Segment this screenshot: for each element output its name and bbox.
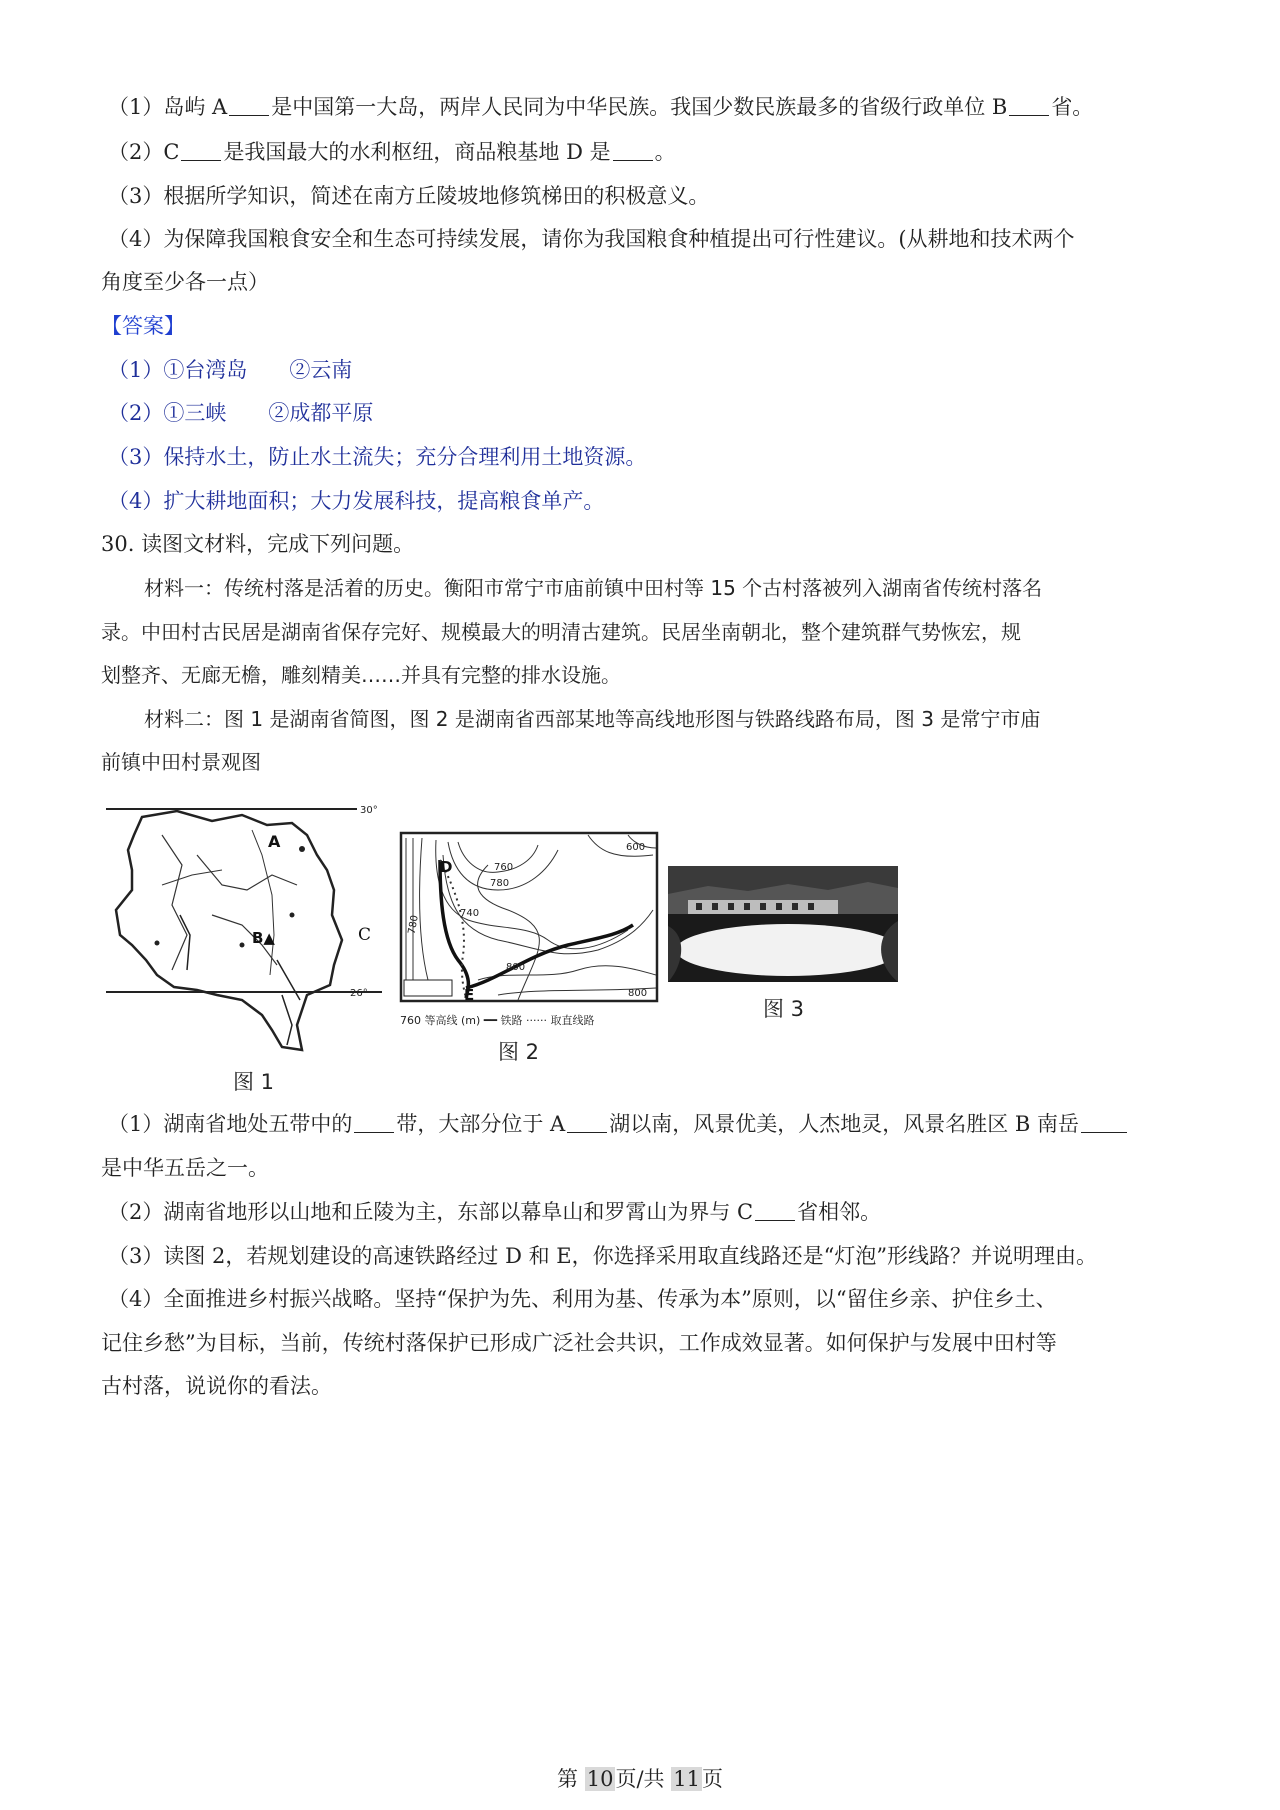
material-1-cont2: 划整齐、无廊无檐，雕刻精美……并具有完整的排水设施。 — [101, 663, 621, 687]
contour-600-label: 600 — [626, 842, 646, 853]
map-label-a: A — [268, 832, 281, 851]
answer-blank[interactable] — [567, 1112, 607, 1133]
contour-800-label: 800 — [506, 962, 526, 973]
answer-blank[interactable] — [229, 95, 269, 116]
figure-2-legend: 760 等高线 (m) ━━ 铁路 ······ 取直线路 — [400, 1014, 595, 1027]
map-label-b: B▲ — [252, 929, 275, 947]
contour-label-e: E — [464, 986, 475, 1004]
material-2-cont: 前镇中田村景观图 — [101, 750, 261, 774]
material-1-cont: 录。中田村古民居是湖南省保存完好、规模最大的明清古建筑。民居坐南朝北，整个建筑群气势恢宏，规 — [101, 620, 1021, 644]
q30-part1-cont: 是中华五岳之一。 — [101, 1156, 269, 1180]
total-pages-number: 11 — [673, 1767, 700, 1791]
figure-2-caption: 图 2 — [498, 1040, 540, 1064]
latitude-30-label: 30° — [360, 805, 378, 816]
q29-part1: （1）岛屿 A 是中国第一大岛，两岸人民同为中华民族。我国少数民族最多的省级行政单位 B 省。 — [108, 95, 1094, 119]
page-footer: 第 10页/共 11页 — [557, 1767, 723, 1791]
answer-1: （1）①台湾岛 ②云南 — [108, 358, 353, 382]
figure-2-contour-map — [398, 830, 662, 1030]
figure-3-village-photo — [668, 866, 898, 982]
contour-label-d: D — [440, 858, 453, 876]
answer-label: 【答案】 — [101, 314, 185, 338]
answer-4: （4）扩大耕地面积；大力发展科技，提高粮食单产。 — [108, 489, 605, 513]
q30-part4-cont: 记住乡愁”为目标，当前，传统村落保护已形成广泛社会共识，工作成效显著。如何保护与发展中田村等 — [101, 1331, 1057, 1355]
answer-blank[interactable] — [1081, 1112, 1127, 1133]
q29-part4: （4）为保障我国粮食安全和生态可持续发展，请你为我国粮食种植提出可行性建议。(从耕地和技术两个 — [108, 227, 1075, 251]
answer-blank[interactable] — [1009, 95, 1049, 116]
figure-1-caption: 图 1 — [233, 1070, 275, 1094]
q29-part4-cont: 角度至少各一点） — [101, 270, 269, 294]
contour-780-label: 780 — [490, 878, 510, 889]
answer-3: （3）保持水土，防止水土流失；充分合理利用土地资源。 — [108, 445, 647, 469]
q29-part2: （2）C 是我国最大的水利枢纽，商品粮基地 D 是 。 — [108, 140, 676, 164]
latitude-26-label: 26° — [350, 988, 368, 999]
q30-part4: （4）全面推进乡村振兴战略。坚持“保护为先、利用为基、传承为本”原则，以“留住乡亲、护住乡土、 — [108, 1287, 1057, 1311]
contour-780-left-label: 780 — [406, 914, 421, 936]
answer-blank[interactable] — [755, 1200, 795, 1221]
contour-760-label: 760 — [494, 862, 514, 873]
q30-title: 30. 读图文材料，完成下列问题。 — [101, 532, 415, 556]
q30-part4-cont2: 古村落，说说你的看法。 — [101, 1374, 332, 1398]
q30-part2: （2）湖南省地形以山地和丘陵为主，东部以幕阜山和罗霄山为界与 C 省相邻。 — [108, 1200, 882, 1224]
answer-blank[interactable] — [181, 140, 221, 161]
material-2: 材料二：图 1 是湖南省简图，图 2 是湖南省西部某地等高线地形图与铁路线路布局，图 3 是常宁市庙 — [144, 707, 1041, 731]
map-label-c: C — [358, 925, 372, 945]
answer-blank[interactable] — [613, 140, 653, 161]
q30-part1: （1）湖南省地处五带中的 带，大部分位于 A 湖以南，风景优美，人杰地灵，风景名胜区 B 南岳 — [108, 1110, 1129, 1138]
q30-part3: （3）读图 2，若规划建设的高速铁路经过 D 和 E，你选择采用取直线路还是“灯泡”形线路？并说明理由。 — [108, 1244, 1098, 1268]
figure-1-hunan-map — [102, 795, 402, 1085]
q29-part3: （3）根据所学知识，简述在南方丘陵坡地修筑梯田的积极意义。 — [108, 184, 710, 208]
answer-blank[interactable] — [354, 1112, 394, 1133]
answer-2: （2）①三峡 ②成都平原 — [108, 401, 374, 425]
material-1: 材料一：传统村落是活着的历史。衡阳市常宁市庙前镇中田村等 15 个古村落被列入湖南省传统村落名 — [144, 576, 1043, 600]
contour-800b-label: 800 — [628, 988, 648, 999]
contour-740-label: 740 — [460, 908, 480, 919]
figure-3-caption: 图 3 — [763, 997, 805, 1021]
current-page-number: 10 — [586, 1767, 614, 1791]
